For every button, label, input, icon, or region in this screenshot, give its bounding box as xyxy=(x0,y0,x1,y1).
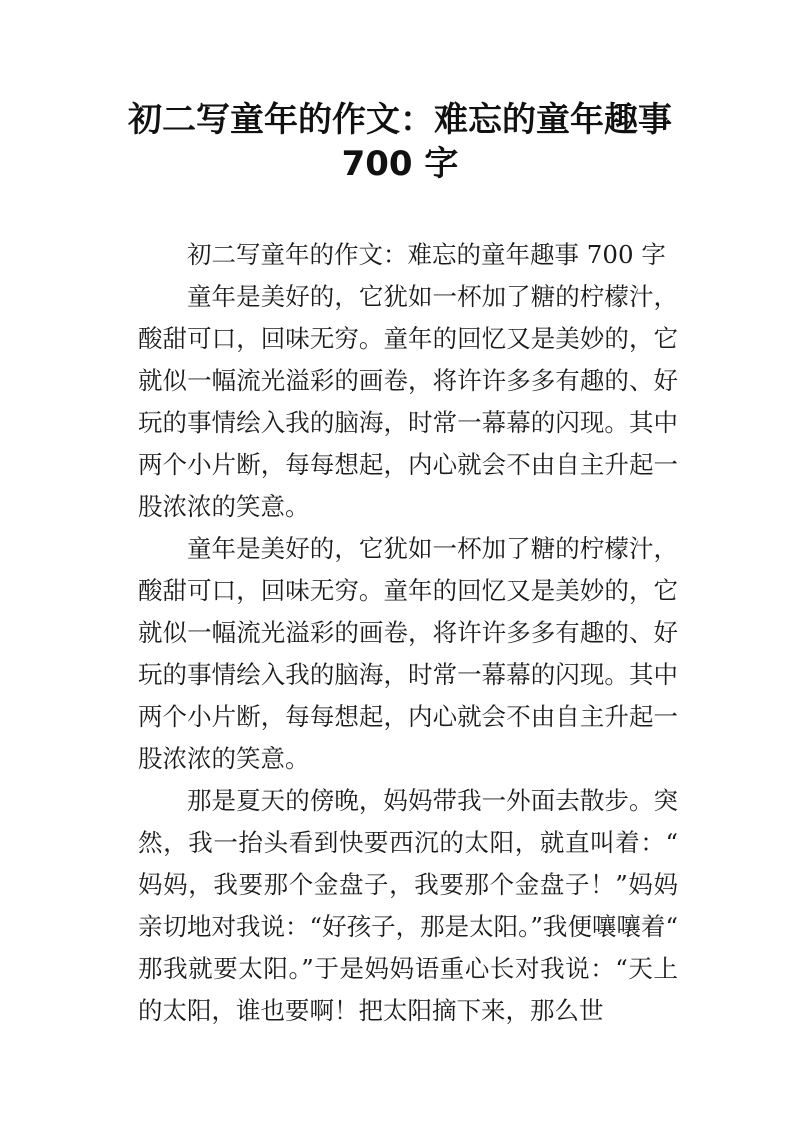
document-title-continued: 700 字 xyxy=(341,144,459,184)
document-body xyxy=(138,234,678,1032)
paragraph-subtitle: 初二写童年的作文：难忘的童年趣事 700 字 xyxy=(187,240,666,269)
paragraph-intro-repeat: 童年是美好的，它犹如一杯加了糖的柠檬汁，酸甜可口，回味无穷。童年的回忆又是美妙的，它就似一幅流光溢彩的画卷，将许许多多有趣的、好玩的事情绘入我的脑海，时常一幕幕的闪现。其中两个小片断，每每想起，内心就会不由自主升起一股浓浓的笑意。 xyxy=(138,534,678,773)
paragraph-story: 那是夏天的傍晚，妈妈带我一外面去散步。突然，我一抬头看到快要西沉的太阳，就直叫着：“妈妈，我要那个金盘子，我要那个金盘子！”妈妈亲切地对我说：“好孩子，那是太阳。”我便嚷嚷着“那我就要太阳。”于是妈妈语重心长对我说：“天上的太阳，谁也要啊！把太阳摘下来，那么世 xyxy=(138,786,678,1025)
document-title: 初二写童年的作文：难忘的童年趣事 xyxy=(128,100,672,140)
paragraph-intro: 童年是美好的，它犹如一杯加了糖的柠檬汁，酸甜可口，回味无穷。童年的回忆又是美妙的，它就似一幅流光溢彩的画卷，将许许多多有趣的、好玩的事情绘入我的脑海，时常一幕幕的闪现。其中两个小片断，每每想起，内心就会不由自主升起一股浓浓的笑意。 xyxy=(138,282,678,521)
